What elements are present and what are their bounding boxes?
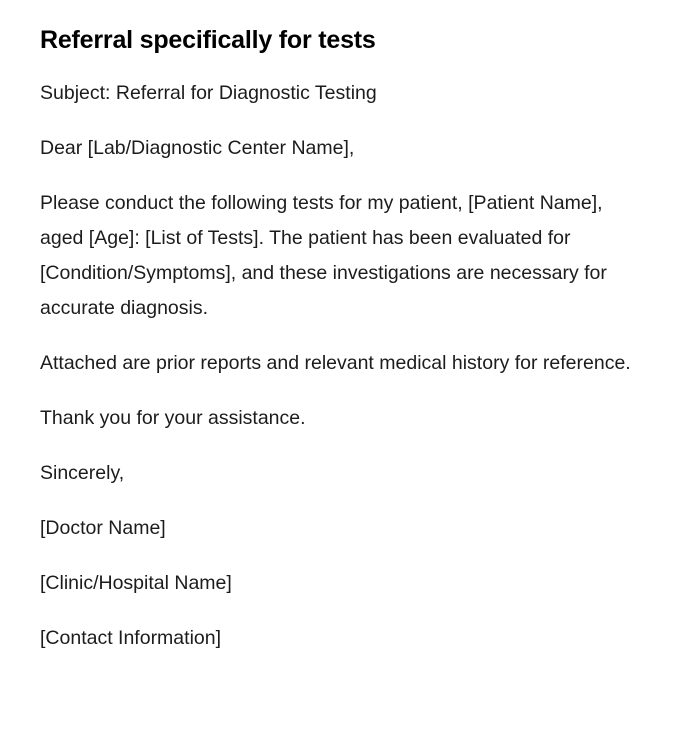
doctor-name: [Doctor Name]	[40, 517, 166, 539]
clinic-name: [Clinic/Hospital Name]	[40, 572, 232, 594]
document-title: Referral specifically for tests	[40, 26, 376, 54]
subject-line: Subject: Referral for Diagnostic Testing	[40, 82, 377, 104]
thanks-line: Thank you for your assistance.	[40, 407, 306, 429]
referral-document	[40, 22, 640, 676]
salutation: Dear [Lab/Diagnostic Center Name],	[40, 137, 355, 159]
closing-line: Sincerely,	[40, 462, 125, 484]
body-paragraph-attachments: Attached are prior reports and relevant medical history for reference.	[40, 352, 631, 374]
contact-information: [Contact Information]	[40, 627, 222, 649]
body-paragraph-tests: Please conduct the following tests for my patient, [Patient Name], aged [Age]: [List of Tests]. The patient has been evaluated for [Condition/Symptoms], and these investigations are necessary for accurate diagnosis.	[40, 192, 607, 319]
